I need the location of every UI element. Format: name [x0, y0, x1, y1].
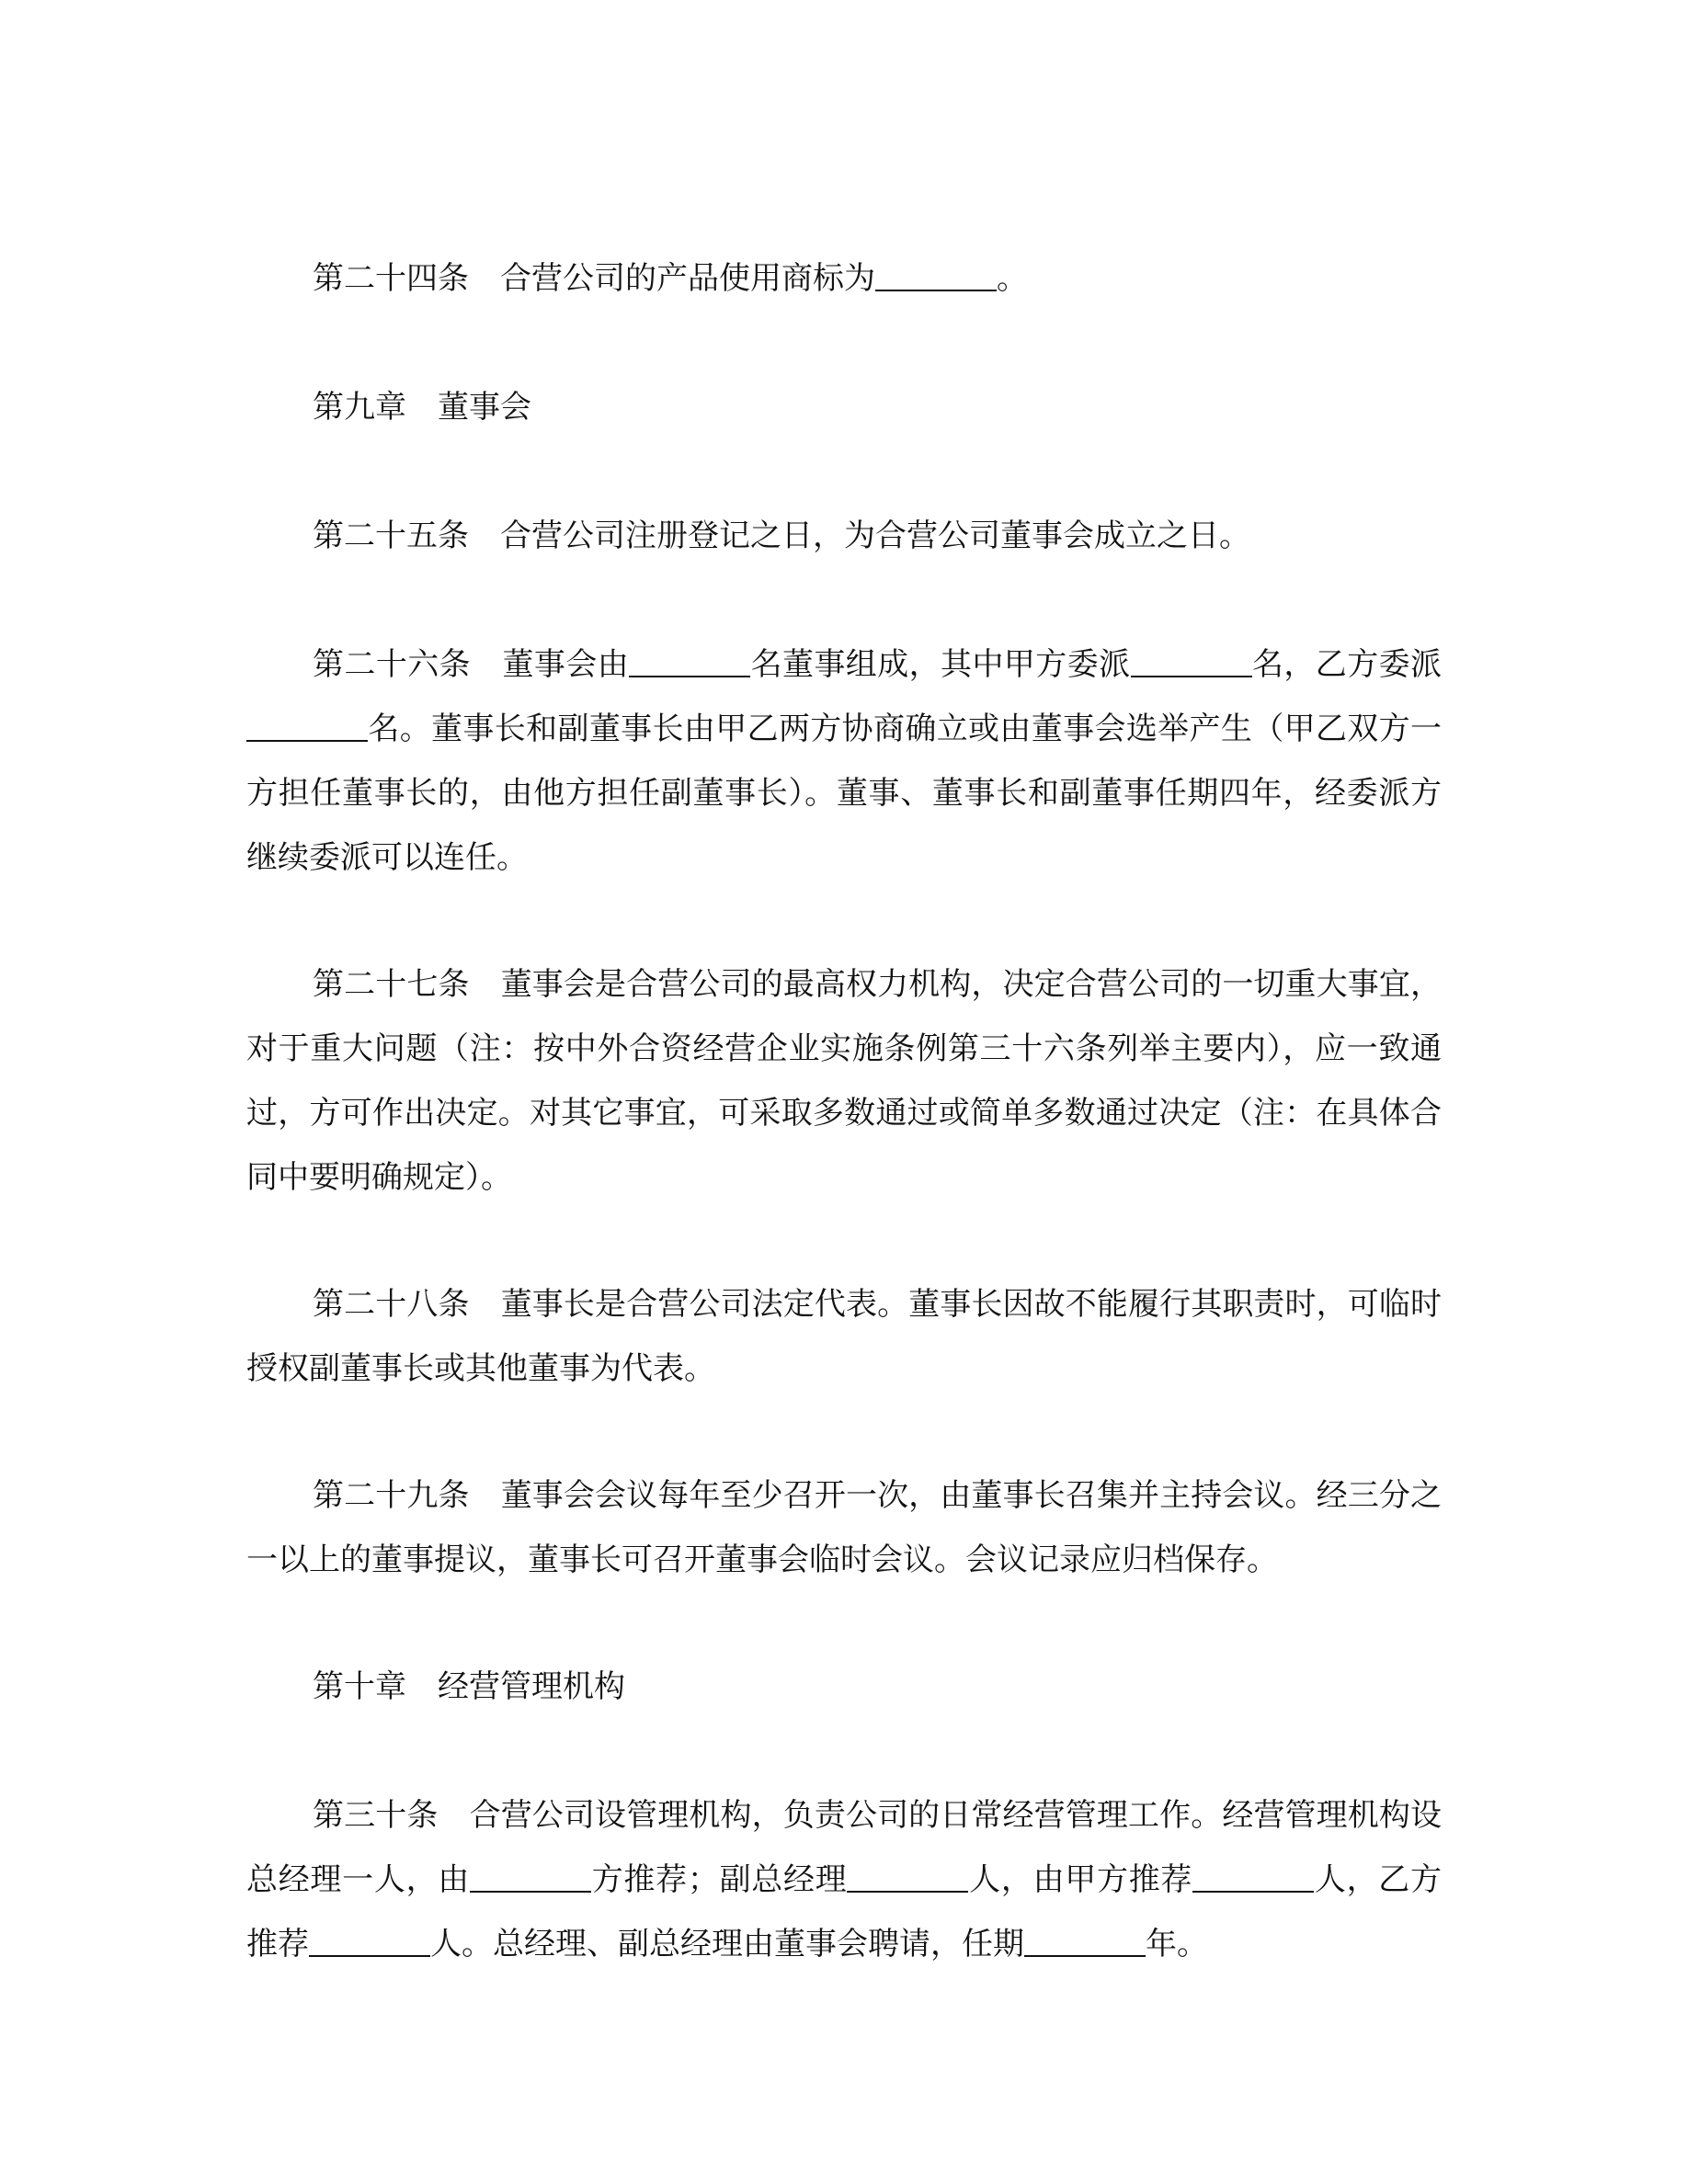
article-30-text-6: 年。 [1146, 1926, 1208, 1962]
article-26-text-3: 名，乙方委派 [1251, 646, 1443, 683]
chapter-10-name: 经营管理机构 [438, 1668, 625, 1705]
blank-party-b-directors [246, 709, 368, 742]
article-24-text: 合营公司的产品使用商标为 [500, 260, 875, 297]
article-27-text: 董事会是合营公司的最高权力机构，决定合营公司的一切重大事宜，对于重大问题（注：按中外合资经营企业实施条例第三十六条列举主要内），应一致通过，方可作出决定。对其它事宜，可采取多数通过或简单多数通过决定（注：在具体合同中要明确规定）。 [246, 966, 1443, 1196]
article-28 [246, 1272, 1442, 1401]
article-24 [246, 246, 1442, 311]
blank-director-count [629, 644, 750, 677]
article-24-end: 。 [997, 260, 1028, 297]
article-27-heading: 第二十七条 [313, 966, 470, 1003]
chapter-10-title [246, 1655, 1442, 1719]
article-25 [246, 504, 1442, 568]
chapter-9-title [246, 375, 1442, 439]
article-26-text-1: 董事会由 [502, 646, 630, 683]
article-28-text: 董事长是合营公司法定代表。董事长因故不能履行其职责时，可临时授权副董事长或其他董事为代表。 [246, 1286, 1443, 1387]
article-25-heading: 第二十五条 [313, 518, 469, 554]
article-27 [246, 952, 1442, 1210]
chapter-10-heading: 第十章 [313, 1668, 406, 1705]
article-29-text: 董事会会议每年至少召开一次，由董事长召集并主持会议。经三分之一以上的董事提议，董事长可召开董事会临时会议。会议记录应归档保存。 [246, 1477, 1443, 1578]
blank-party-a-directors [1131, 644, 1252, 677]
blank-gm-nominating-party [470, 1860, 591, 1893]
blank-trademark [875, 258, 997, 291]
blank-party-a-nominees [1192, 1860, 1314, 1893]
article-30-text-1: 合营公司设管理机构，负责公司的日常经营管理工作。经营管理机构设总经理一人，由 [246, 1797, 1443, 1898]
article-26-heading: 第二十六条 [313, 646, 472, 683]
article-26 [246, 632, 1442, 890]
article-30-text-4: 人，乙方推荐 [246, 1861, 1443, 1962]
chapter-9-heading: 第九章 [313, 389, 406, 426]
article-29-heading: 第二十九条 [313, 1477, 470, 1514]
article-30-heading: 第三十条 [313, 1797, 439, 1834]
blank-term-years [1024, 1924, 1146, 1957]
article-30-text-5: 人。总经理、副总经理由董事会聘请，任期 [430, 1926, 1024, 1962]
article-29 [246, 1463, 1442, 1592]
article-24-heading: 第二十四条 [313, 260, 469, 297]
article-30 [246, 1783, 1442, 1976]
blank-deputy-gm-count [847, 1860, 968, 1893]
article-26-text-2: 名董事组成，其中甲方委派 [750, 646, 1131, 683]
chapter-9-name: 董事会 [438, 389, 531, 426]
blank-party-b-nominees [309, 1924, 430, 1957]
article-28-heading: 第二十八条 [313, 1286, 470, 1323]
article-25-text: 合营公司注册登记之日，为合营公司董事会成立之日。 [500, 518, 1250, 554]
article-26-text-4: 名。董事长和副董事长由甲乙两方协商确立或由董事会选举产生（甲乙双方一方担任董事长的，由他方担任副董事长）。董事、董事长和副董事任期四年，经委派方继续委派可以连任。 [246, 711, 1442, 876]
article-30-text-2: 方推荐；副总经理 [591, 1861, 848, 1898]
article-30-text-3: 人，由甲方推荐 [968, 1861, 1193, 1898]
